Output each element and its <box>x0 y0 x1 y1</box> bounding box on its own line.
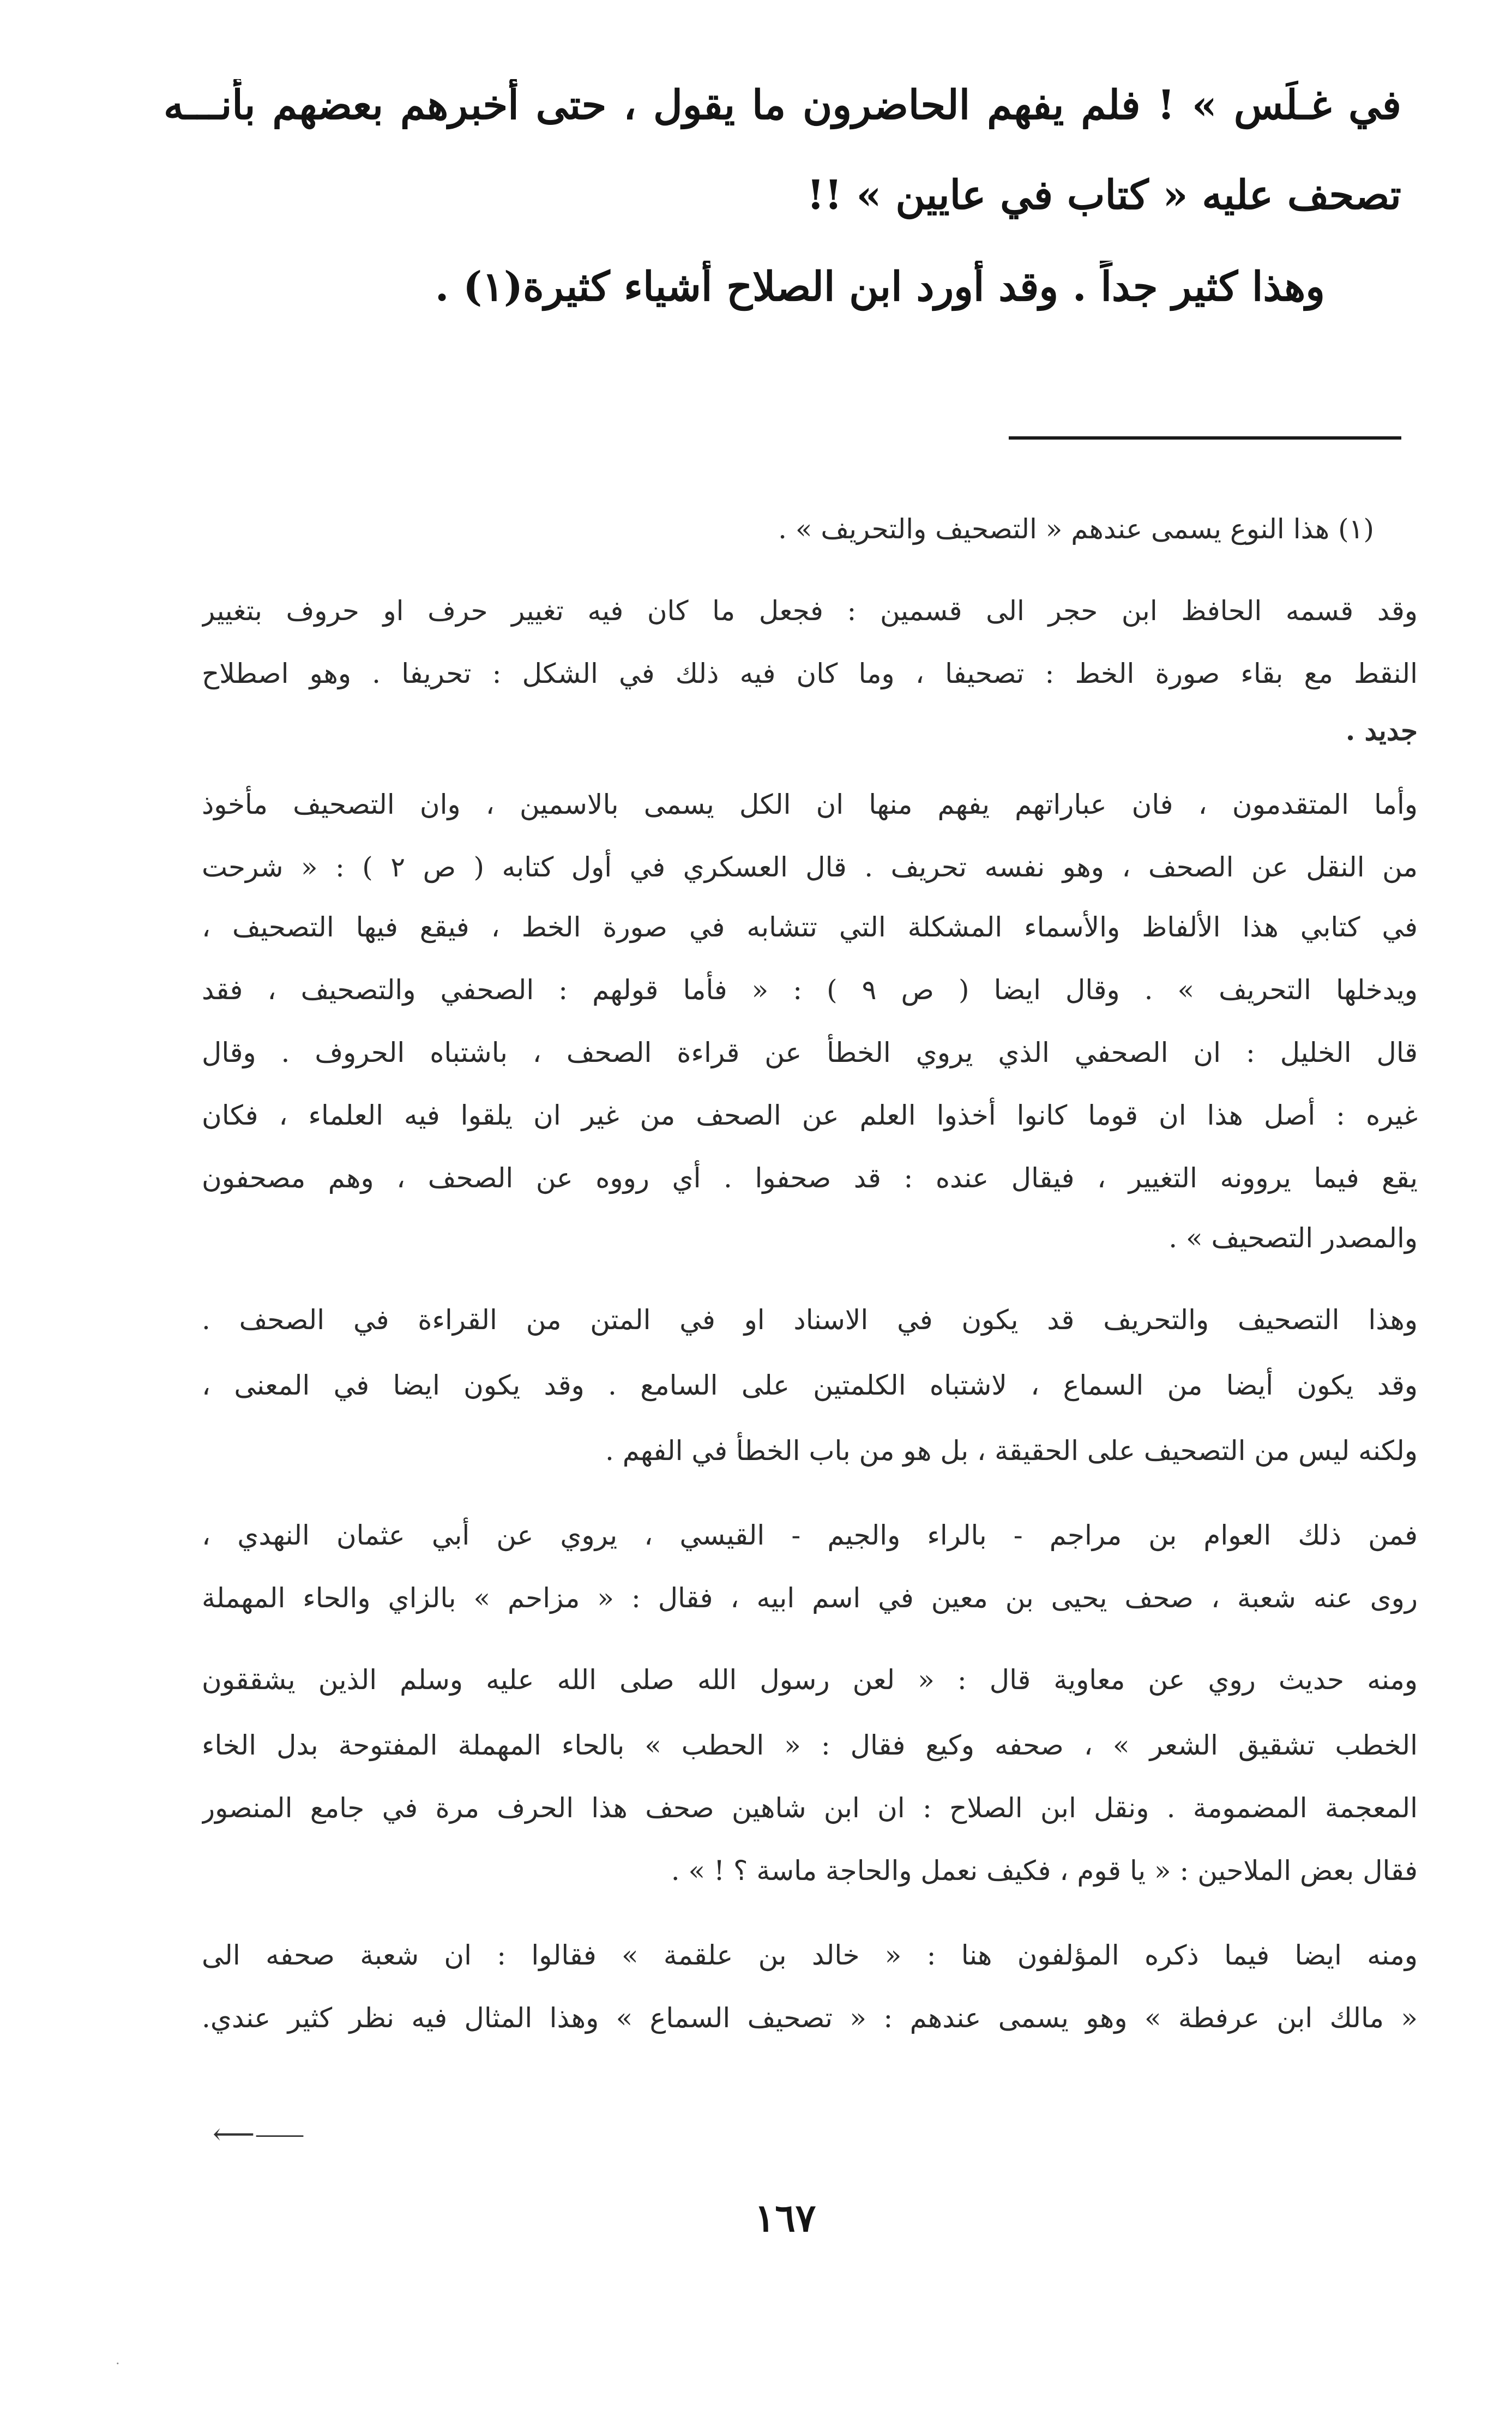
footnote-divider <box>1009 436 1401 440</box>
footnote-p2-line: في كتابي هذا الألفاظ والأسماء المشكلة التي تتشابه في صورة الخط ، فيقع فيها التصحيف ، <box>202 911 1418 943</box>
main-text-line-2: تصحف عليه « كتاب في عايين » !! <box>806 172 1401 219</box>
footnote-p2-line: غيره : أصل هذا ان قوما كانوا أخذوا العلم عن الصحف من غير ان يلقوا فيه العلماء ، فكان <box>202 1100 1418 1131</box>
footnote-p4-line: فمن ذلك العوام بن مراجم - بالراء والجيم - القيسي ، يروي عن أبي عثمان النهدي ، <box>202 1519 1418 1551</box>
footnote-p6-line: « مالك ابن عرفطة » وهو يسمى عندهم : « تصحيف السماع » وهذا المثال فيه نظر كثير عندي. <box>202 2002 1418 2034</box>
main-text-line-1: في غـلَس » ! فلم يفهم الحاضرون ما يقول ، حتى أخبرهم بعضهم بأنـــه <box>164 82 1401 129</box>
footnote-p5-line: الخطب تشقيق الشعر » ، صحفه وكيع فقال : « الحطب » بالحاء المهملة المفتوحة بدل الخاء <box>202 1729 1418 1761</box>
end-ornament: ⟵⸺ <box>213 2117 305 2151</box>
footnote-p3-line: وهذا التصحيف والتحريف قد يكون في الاسناد او في المتن من القراءة في الصحف . <box>202 1304 1418 1336</box>
footnote-p2-line: وأما المتقدمون ، فان عباراتهم يفهم منها ان الكل يسمى بالاسمين ، وان التصحيف مأخوذ <box>202 789 1418 820</box>
footnote-p1-line: النقط مع بقاء صورة الخط : تصحيفا ، وما كان فيه ذلك في الشكل : تحريفا . وهو اصطلاح <box>202 658 1418 689</box>
footnote-p5-line: المعجمة المضمومة . ونقل ابن الصلاح : ان ابن شاهين صحف هذا الحرف مرة في جامع المنصور <box>202 1792 1418 1824</box>
footnote-p3-line: وقد يكون أيضا من السماع ، لاشتباه الكلمتين على السامع . وقد يكون ايضا في المعنى ، <box>202 1369 1418 1401</box>
page-number: ١٦٧ <box>754 2195 816 2240</box>
scan-speck-icon: · <box>116 2356 120 2371</box>
footnote-p6-line: ومنه ايضا فيما ذكره المؤلفون هنا : « خالد بن علقمة » فقالوا : ان شعبة صحفه الى <box>202 1939 1418 1971</box>
footnote-p4-line: روى عنه شعبة ، صحف يحيى بن معين في اسم ابيه ، فقال : « مزاحم » بالزاي والحاء المهملة <box>202 1582 1418 1614</box>
footnote-p3-line: ولكنه ليس من التصحيف على الحقيقة ، بل هو من باب الخطأ في الفهم . <box>605 1435 1418 1467</box>
footnote-p2-line: ويدخلها التحريف » . وقال ايضا ( ص ٩ ) : « فأما قولهم : الصحفي والتصحيف ، فقد <box>202 974 1418 1006</box>
footnote-p2-line: من النقل عن الصحف ، وهو نفسه تحريف . قال العسكري في أول كتابه ( ص ٢ ) : « شرحت <box>202 851 1418 883</box>
footnote-p1-line: وقد قسمه الحافظ ابن حجر الى قسمين : فجعل ما كان فيه تغيير حرف او حروف بتغيير <box>202 595 1418 627</box>
footnote-p2-line: قال الخليل : ان الصحفي الذي يروي الخطأ عن قراءة الصحف ، باشتباه الحروف . وقال <box>202 1037 1418 1068</box>
footnote-p2-line: والمصدر التصحيف » . <box>1168 1222 1418 1254</box>
footnote-p5-line: فقال بعض الملاحين : « يا قوم ، فكيف نعمل والحاجة ماسة ؟ ! » . <box>671 1855 1418 1887</box>
footnote-heading: (١) هذا النوع يسمى عندهم « التصحيف والتحريف » . <box>778 513 1374 545</box>
main-text-line-3: وهذا كثير جداً . وقد أورد ابن الصلاح أشياء كثيرة(١) . <box>435 263 1325 310</box>
footnote-p5-line: ومنه حديث روي عن معاوية قال : « لعن رسول الله صلى الله عليه وسلم الذين يشققون <box>202 1664 1418 1696</box>
footnote-p2-line: يقع فيما يروونه التغيير ، فيقال عنده : قد صحفوا . أي رووه عن الصحف ، وهم مصحفون <box>202 1162 1418 1194</box>
footnote-p1-line: جديد . <box>1345 714 1418 747</box>
